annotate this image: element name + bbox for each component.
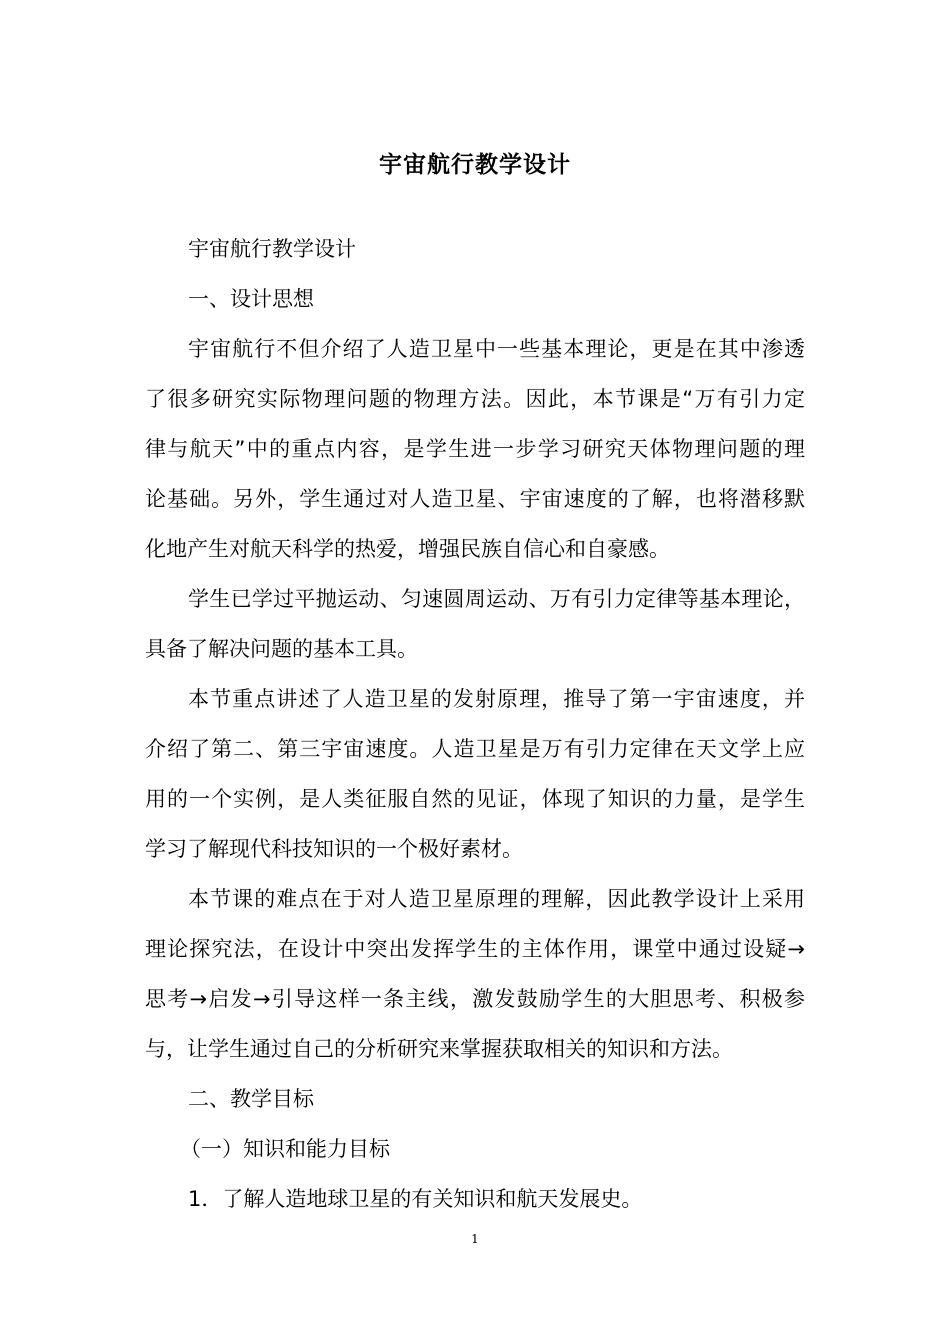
paragraph-line: 宇宙航行不但介绍了人造卫星中一些基本理论，更是在其中渗透 [188, 337, 805, 361]
subsection-heading-knowledge-ability: （一）知识和能力目标 [180, 1137, 390, 1161]
paragraph-line: 律与航天”中的重点内容，是学生进一步学习研究天体物理问题的理 [145, 437, 805, 461]
paragraph-line: 具备了解决问题的基本工具。 [145, 637, 418, 661]
paragraph-line: 论基础。另外，学生通过对人造卫星、宇宙速度的了解，也将潜移默 [145, 487, 805, 511]
paragraph-line: 学习了解现代科技知识的一个极好素材。 [145, 837, 523, 861]
document-title: 宇宙航行教学设计 [379, 152, 571, 178]
paragraph-line: 思考→启发→引导这样一条主线，激发鼓励学生的大胆思考、积极参 [145, 987, 805, 1011]
paragraph-line: 与，让学生通过自己的分析研究来掌握获取相关的知识和方法。 [145, 1037, 733, 1061]
paragraph-line: 化地产生对航天科学的热爱，增强民族自信心和自豪感。 [145, 537, 670, 561]
paragraph-line: 用的一个实例，是人类征服自然的见证，体现了知识的力量，是学生 [145, 787, 805, 811]
list-item: 1．了解人造地球卫星的有关知识和航天发展史。 [188, 1187, 643, 1211]
subtitle-line: 宇宙航行教学设计 [188, 237, 356, 261]
paragraph-line: 学生已学过平抛运动、匀速圆周运动、万有引力定律等基本理论， [188, 587, 805, 611]
page-number: 1 [471, 1232, 479, 1246]
paragraph-line: 介绍了第二、第三宇宙速度。人造卫星是万有引力定律在天文学上应 [145, 737, 805, 761]
section-heading-design-idea: 一、设计思想 [188, 287, 314, 311]
section-heading-teaching-goals: 二、教学目标 [188, 1087, 314, 1111]
paragraph-line: 理论探究法，在设计中突出发挥学生的主体作用，课堂中通过设疑→ [145, 937, 805, 961]
paragraph-line: 本节重点讲述了人造卫星的发射原理，推导了第一宇宙速度，并 [188, 687, 805, 711]
paragraph-line: 本节课的难点在于对人造卫星原理的理解，因此教学设计上采用 [188, 887, 805, 911]
paragraph-line: 了很多研究实际物理问题的物理方法。因此，本节课是“万有引力定 [145, 387, 805, 411]
